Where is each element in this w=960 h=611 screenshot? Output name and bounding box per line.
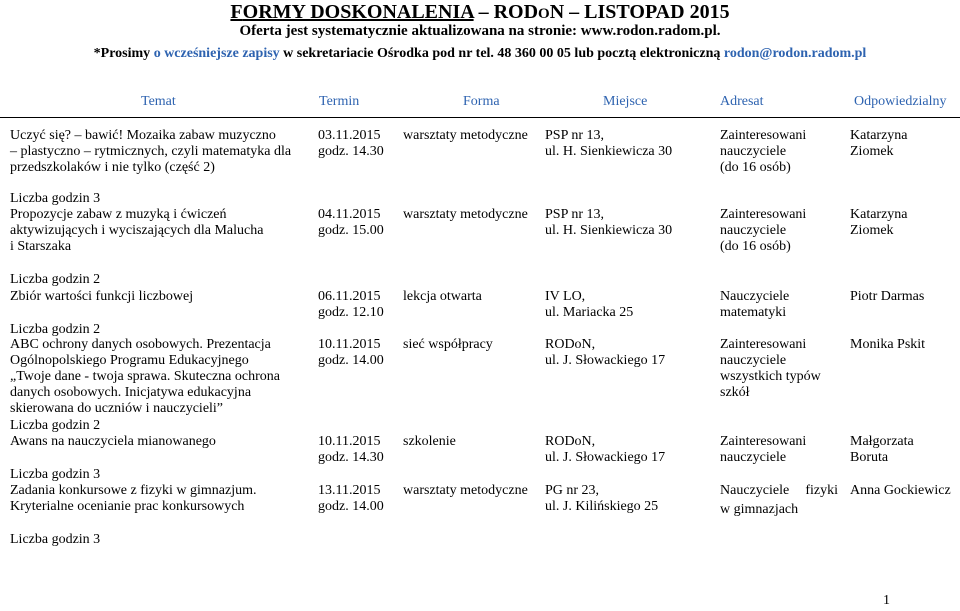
cell-line: RODoN, <box>545 337 596 352</box>
notice-highlight: o wcześniejsze zapisy <box>153 46 280 61</box>
cell-line: Piotr Darmas <box>850 289 925 304</box>
cell-miejsce <box>545 289 705 321</box>
cell-line: ul. Mariacka 25 <box>545 305 634 320</box>
cell-line: Nauczyciele <box>720 289 790 304</box>
cell-line: szkół <box>720 385 750 400</box>
cell-line: „Twoje dane - twoja sprawa. Skuteczna ochrona <box>10 369 280 384</box>
cell-odpowiedzialny <box>850 128 960 160</box>
cell-line: 03.11.2015 <box>318 128 381 143</box>
cell-miejsce <box>545 128 705 160</box>
cell-forma <box>403 483 538 499</box>
cell-line: Zadania konkursowe z fizyki w gimnazjum. <box>10 483 257 498</box>
cell-miejsce <box>545 207 705 239</box>
column-header-termin: Termin <box>319 94 360 109</box>
table-header <box>0 94 960 112</box>
title-o: O <box>538 6 550 22</box>
header-divider <box>0 117 960 118</box>
cell-line: godz. 14.30 <box>318 450 384 465</box>
cell-line: RODoN, <box>545 434 596 449</box>
notice-start: *Prosimy <box>93 46 154 61</box>
cell-line: Propozycje zabaw z muzyką i ćwiczeń <box>10 207 227 222</box>
cell-forma <box>403 128 538 144</box>
cell-temat <box>10 289 300 305</box>
cell-line: godz. 14.00 <box>318 353 384 368</box>
cell-line: PG nr 23, <box>545 483 600 498</box>
cell-line: Zainteresowani <box>720 434 807 449</box>
cell-line: (do 16 osób) <box>720 239 791 254</box>
page-number: 1 <box>883 593 890 608</box>
cell-line: godz. 14.30 <box>318 144 384 159</box>
cell-line: ul. J. Słowackiego 17 <box>545 353 666 368</box>
cell-line: ABC ochrony danych osobowych. Prezentacja <box>10 337 271 352</box>
cell-line: Uczyć się? – bawić! Mozaika zabaw muzyczno <box>10 128 276 143</box>
cell-line: 04.11.2015 <box>318 207 381 222</box>
hours-count: Liczba godzin 2 <box>10 322 101 337</box>
title-n: N <box>549 1 565 23</box>
hours-count: Liczba godzin 3 <box>10 532 101 547</box>
cell-line: Zainteresowani <box>720 128 807 143</box>
cell-line: 13.11.2015 <box>318 483 381 498</box>
cell-line: wszystkich typów <box>720 369 821 384</box>
document-subtitle: Oferta jest systematycznie aktualizowana na stronie: www.rodon.radom.pl. <box>239 23 721 39</box>
cell-termin <box>318 128 398 160</box>
cell-odpowiedzialny <box>850 207 960 239</box>
cell-line: nauczyciele <box>720 144 787 159</box>
column-header-odpowiedzialny: Odpowiedzialny <box>854 94 947 109</box>
cell-adresat <box>720 207 840 255</box>
cell-line: warsztaty metodyczne <box>403 128 528 143</box>
cell-line: – plastyczno – rytmicznych, czyli matematyka dla <box>10 144 292 159</box>
notice-email-link[interactable]: rodon@rodon.radom.pl <box>723 46 867 61</box>
signup-notice <box>0 46 960 62</box>
cell-adresat <box>720 128 840 176</box>
column-header-temat: Temat <box>141 94 176 109</box>
cell-line: matematyki <box>720 305 787 320</box>
cell-line: nauczyciele <box>720 223 787 238</box>
cell-line: PSP nr 13, <box>545 207 605 222</box>
cell-line: ul. H. Sienkiewicza 30 <box>545 144 673 159</box>
cell-adresat <box>720 337 840 401</box>
cell-odpowiedzialny <box>850 483 960 499</box>
cell-miejsce <box>545 434 705 466</box>
cell-line: nauczyciele <box>720 450 787 465</box>
cell-line: Awans na nauczyciela mianowanego <box>10 434 216 449</box>
cell-line: Zbiór wartości funkcji liczbowej <box>10 289 194 304</box>
cell-line: godz. 14.00 <box>318 499 384 514</box>
cell-line: ul. J. Kilińskiego 25 <box>545 499 659 514</box>
cell-temat <box>10 434 300 450</box>
cell-line: godz. 15.00 <box>318 223 384 238</box>
notice-middle: w sekretariacie Ośrodka pod nr tel. 48 360 00 05 lub pocztą elektroniczną <box>279 46 724 61</box>
hours-count: Liczba godzin 2 <box>10 272 101 287</box>
cell-line: warsztaty metodyczne <box>403 483 528 498</box>
cell-line: szkolenie <box>403 434 456 449</box>
cell-termin <box>318 337 398 369</box>
hours-count: Liczba godzin 3 <box>10 191 101 206</box>
cell-temat <box>10 207 300 255</box>
cell-temat <box>10 483 300 515</box>
document-title <box>0 1 960 25</box>
cell-line: Ziomek <box>850 144 894 159</box>
title-separator: – <box>473 1 494 23</box>
cell-termin <box>318 289 398 321</box>
cell-line: w gimnazjach <box>720 502 799 517</box>
cell-line: Kryterialne ocenianie prac konkursowych <box>10 499 245 514</box>
cell-forma <box>403 289 538 305</box>
column-header-miejsce: Miejsce <box>603 94 648 109</box>
cell-line: lekcja otwarta <box>403 289 482 304</box>
cell-line: skierowana do uczniów i nauczycieli” <box>10 401 224 416</box>
title-rod: ROD <box>493 1 539 23</box>
cell-odpowiedzialny <box>850 289 960 305</box>
cell-forma <box>403 337 538 353</box>
cell-line: aktywizujących i wyciszających dla Malucha <box>10 223 264 238</box>
cell-line: Nauczyciele fizyki <box>720 483 838 498</box>
cell-line: IV LO, <box>545 289 586 304</box>
title-rest: – LISTOPAD 2015 <box>564 1 730 23</box>
cell-line: Zainteresowani <box>720 207 807 222</box>
cell-line: (do 16 osób) <box>720 160 791 175</box>
cell-line: godz. 12.10 <box>318 305 384 320</box>
cell-line: warsztaty metodyczne <box>403 207 528 222</box>
cell-miejsce <box>545 483 705 515</box>
cell-miejsce <box>545 337 705 369</box>
cell-line: 06.11.2015 <box>318 289 381 304</box>
cell-line: Ogólnopolskiego Programu Edukacyjnego <box>10 353 249 368</box>
cell-line: Zainteresowani <box>720 337 807 352</box>
cell-line: PSP nr 13, <box>545 128 605 143</box>
cell-line: Ziomek <box>850 223 894 238</box>
cell-termin <box>318 483 398 515</box>
cell-line: ul. J. Słowackiego 17 <box>545 450 666 465</box>
cell-line: nauczyciele <box>720 353 787 368</box>
cell-line: sieć współpracy <box>403 337 493 352</box>
cell-termin <box>318 207 398 239</box>
cell-line: ul. H. Sienkiewicza 30 <box>545 223 673 238</box>
cell-termin <box>318 434 398 466</box>
hours-count: Liczba godzin 2 <box>10 418 101 433</box>
column-header-forma: Forma <box>463 94 500 109</box>
cell-line: 10.11.2015 <box>318 434 381 449</box>
cell-adresat <box>720 289 840 321</box>
cell-line: Katarzyna <box>850 128 908 143</box>
cell-forma <box>403 207 538 223</box>
cell-line: Katarzyna <box>850 207 908 222</box>
cell-line: Monika Pskit <box>850 337 926 352</box>
cell-forma <box>403 434 538 450</box>
cell-line: i Starszaka <box>10 239 72 254</box>
cell-line: danych osobowych. Inicjatywa edukacyjna <box>10 385 252 400</box>
cell-temat <box>10 128 300 176</box>
cell-line: Boruta <box>850 450 889 465</box>
cell-temat <box>10 337 300 417</box>
cell-line: Małgorzata <box>850 434 914 449</box>
cell-odpowiedzialny <box>850 434 960 466</box>
cell-adresat <box>720 483 840 518</box>
cell-line: 10.11.2015 <box>318 337 381 352</box>
cell-odpowiedzialny <box>850 337 960 353</box>
cell-line: Anna Gockiewicz <box>850 483 951 498</box>
cell-line: przedszkolaków i nie tylko (część 2) <box>10 160 215 175</box>
hours-count: Liczba godzin 3 <box>10 467 101 482</box>
title-part-1: ORMY DOSKONALENIA <box>242 1 474 23</box>
cell-adresat <box>720 434 840 466</box>
column-header-adresat: Adresat <box>720 94 764 109</box>
title-prefix: F <box>230 1 243 23</box>
